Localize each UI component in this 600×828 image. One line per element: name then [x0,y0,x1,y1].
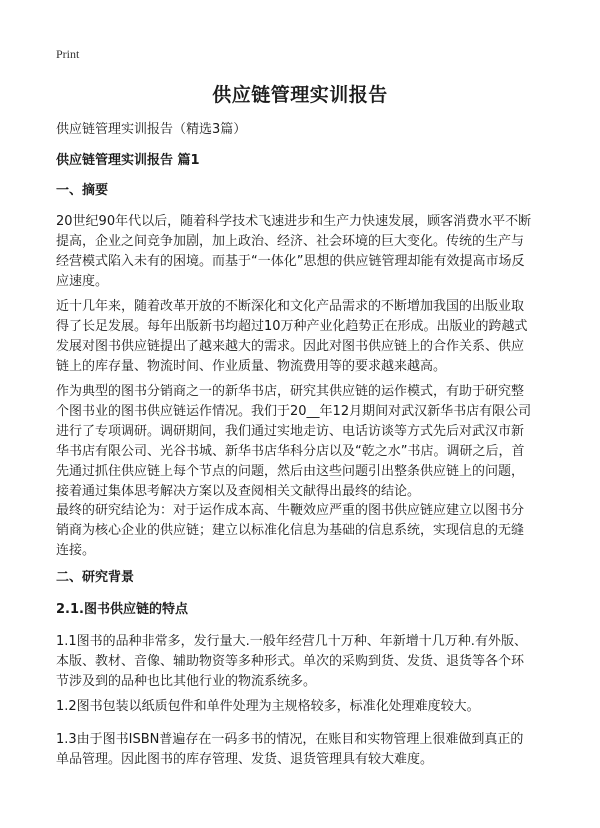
paragraph-2 [56,297,556,377]
paragraph-7 [56,730,556,770]
paragraph-1 [56,212,556,292]
paragraph-5 [56,632,556,692]
paragraph-line: 接着通过集体思考解决方案以及查阅相关文献得出最终的结论。 [56,484,421,499]
paragraph-line: 单品管理。因此图书的库存管理、发货、退货管理具有较大难度。 [56,752,434,767]
paragraph-6 [56,697,556,717]
paragraph-line: 进行了专项调研。调研期间，我们通过实地走访、电话访谈等方式先后对武汉市新 [56,424,525,439]
paragraph-line: 销商为核心企业的供应链；建立以标准化信息为基础的信息系统，实现信息的无缝 [56,523,525,538]
paragraph-line: 最终的研究结论为：对于运作成本高、牛鞭效应严重的图书供应链应建立以图书分 [56,503,525,518]
section-heading-background: 二、研究背景 [56,570,135,585]
paragraph-3 [56,382,556,502]
paragraph-line: 发展对图书供应链提出了越来越大的需求。因此对图书供应链上的合作关系、供应 [56,339,525,354]
paragraph-line: 得了长足发展。每年出版新书均超过10万种产业化趋势正在形成。出版业的跨越式 [56,319,528,334]
paragraph-line: 本版、教材、音像、辅助物资等多种形式。单次的采购到货、发货、退货等各个环 [56,654,525,669]
paragraph-line: 链上的库存量、物流时间、作业质量、物流费用等的要求越来越高。 [56,359,447,374]
paragraph-line: 应速度。 [56,274,109,289]
paragraph-line: 连接。 [56,543,96,558]
print-label: Print [56,47,80,61]
paragraph-line: 节涉及到的品种也比其他行业的物流系统多。 [56,674,317,689]
article-heading: 供应链管理实训报告 篇1 [56,153,200,168]
paragraph-line: 1.1图书的品种非常多，发行量大.一般年经营几十万种、年新增十几万种.有外版、 [56,634,527,649]
section-heading-abstract: 一、摘要 [56,183,109,198]
paragraph-line: 作为典型的图书分销商之一的新华书店，研究其供应链的运作模式，有助于研究整 [56,384,525,399]
paragraph-4 [56,501,556,561]
paragraph-line: 华书店有限公司、光谷书城、新华书店华科分店以及“乾之水”书店。调研之后，首 [56,444,525,459]
paragraph-line: 先通过抓住供应链上每个节点的问题，然后由这些问题引出整条供应链上的问题， [56,464,525,479]
paragraph-line: 近十几年来，随着改革开放的不断深化和文化产品需求的不断增加我国的出版业取 [56,299,525,314]
document-title: 供应链管理实训报告 [212,84,388,106]
document-subtitle: 供应链管理实训报告（精选3篇） [56,122,247,137]
paragraph-line: 1.3由于图书ISBN普遍存在一码多书的情况，在账目和实物管理上很难做到真正的 [56,732,524,747]
paragraph-line: 个图书业的图书供应链运作情况。我们于20__年12月期间对武汉新华书店有限公司 [56,404,532,419]
paragraph-line: 经营模式陷入未有的困境。而基于“一体化”思想的供应链管理却能有效提高市场反 [56,254,525,269]
paragraph-line: 1.2图书包装以纸质包件和单件处理为主规格较多，标准化处理难度较大。 [56,699,480,714]
paragraph-line: 20世纪90年代以后，随着科学技术飞速进步和生产力快速发展，顾客消费水平不断 [56,214,532,229]
section-heading-features: 2.1.图书供应链的特点 [56,602,188,617]
paragraph-line: 提高，企业之间竞争加剧，加上政治、经济、社会环境的巨大变化。传统的生产与 [56,234,525,249]
